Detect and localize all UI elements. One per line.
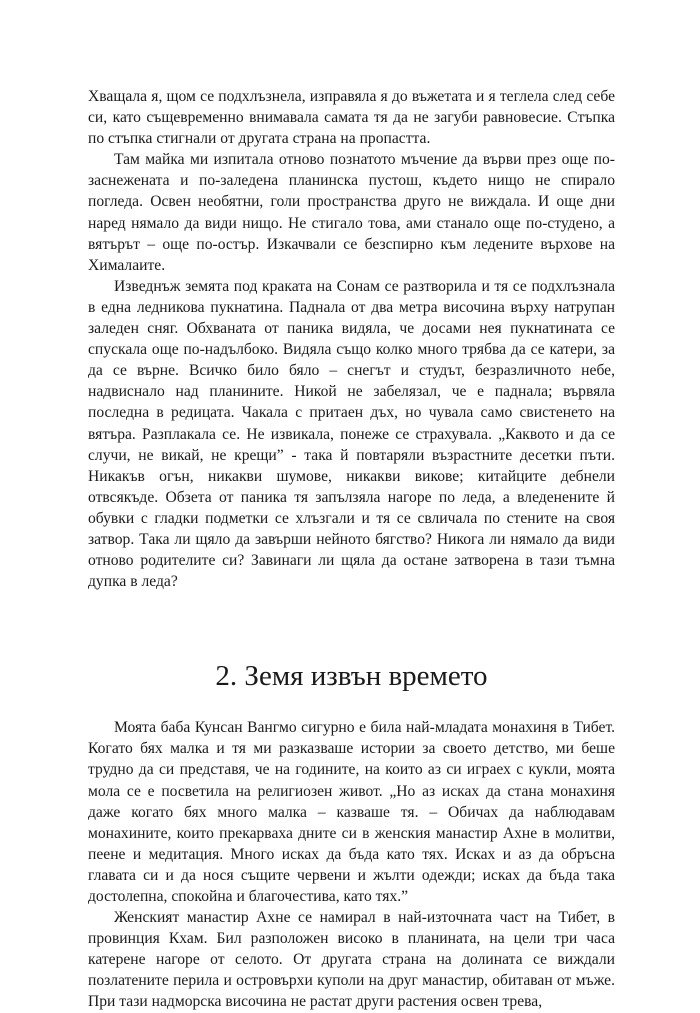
paragraph-2: Там майка ми изпитала отново познатото мъчение да върви през още по-заснежената и по-заледена планинска пустош, където нищо не спирало погледа. Освен необятни, голи пространства друго не виждала. И още дни наред нямало да види нищо. Не стигало това, ами станало още по-студено, а вятърът – още по-остър. Изкачвали се безспирно към ледените върхове на Хималаите. bbox=[88, 151, 615, 274]
chapter-paragraph-1: Моята баба Кунсан Вангмо сигурно е била най-младата монахиня в Тибет. Когато бях малка и тя ми разказваше истории за своето детство, ми беше трудно да си представя, че на годините, на които аз си играех с кукли, моята мола се е посветила на религиозен живот. „Но аз исках да стана монахиня даже когато бях много малка – казваше тя. – Обичах да наблюдавам монахините, които прекарваха дните си в женския манастир Ахне в молитви, пеене и медитация. Много исках да бъда като тях. Исках и аз да обръсна главата си и да нося същите червени и жълти одежди; исках да бъда така достолепна, спокойна и благочестива, като тях.” bbox=[88, 719, 615, 905]
paragraph-1: Хващала я, щом се подхлъзнела, изправяла я до въжетата и я теглела след себе си, като същевременно внимавала самата тя да не загуби равновесие. Стъпка по стъпка стигнали от другата страна на пропастта. bbox=[88, 88, 615, 148]
paragraph-3: Изведнъж земята под краката на Сонам се разтворила и тя се подхлъзнала в една ледникова пукнатина. Паднала от два метра височина върху натрупан заледен сняг. Обхваната от паника видяла, че досами нея пукнатината се спускала още по-надълбоко. Видяла също колко много трябва да се катери, за да се върне. Всичко било бяло – снегът и студът, безразличното небе, надвиснало над планините. Никой не забелязал, че е паднала; вървяла последна в редицата. Чакала с притаен дъх, но чувала само свистенето на вятъра. Разплакала се. Не извикала, понеже се страхувала. „Каквото и да се случи, не викай, не крещи” - така й повтаряли възрастните десетки пъти. Никакъв огън, никакви шумове, никакви викове; китайците дебнели отвсякъде. Обзета от паника тя запълзяла нагоре по леда, а вледенените й обувки с гладки подметки се хлъзгали и тя се свличала по стените на своя затвор. Така ли щяло да завърши нейното бягство? Никога ли нямало да види отново родителите си? Завинаги ли щяла да остане затворена в тази тъмна дупка в леда? bbox=[88, 277, 615, 591]
chapter-paragraph-2: Женският манастир Ахне се намирал в най-източната част на Тибет, в провинция Кхам. Бил разположен високо в планината, на цели три часа катерене нагоре от селото. От другата страна на долината се виждали позлатените перила и островърхи куполи на друг манастир, обитаван от мъже. При тази надморска височина не растат други растения освен трева, bbox=[88, 909, 615, 1011]
chapter-title: 2. Земя извън времето bbox=[215, 660, 488, 693]
document-page bbox=[88, 86, 615, 1013]
